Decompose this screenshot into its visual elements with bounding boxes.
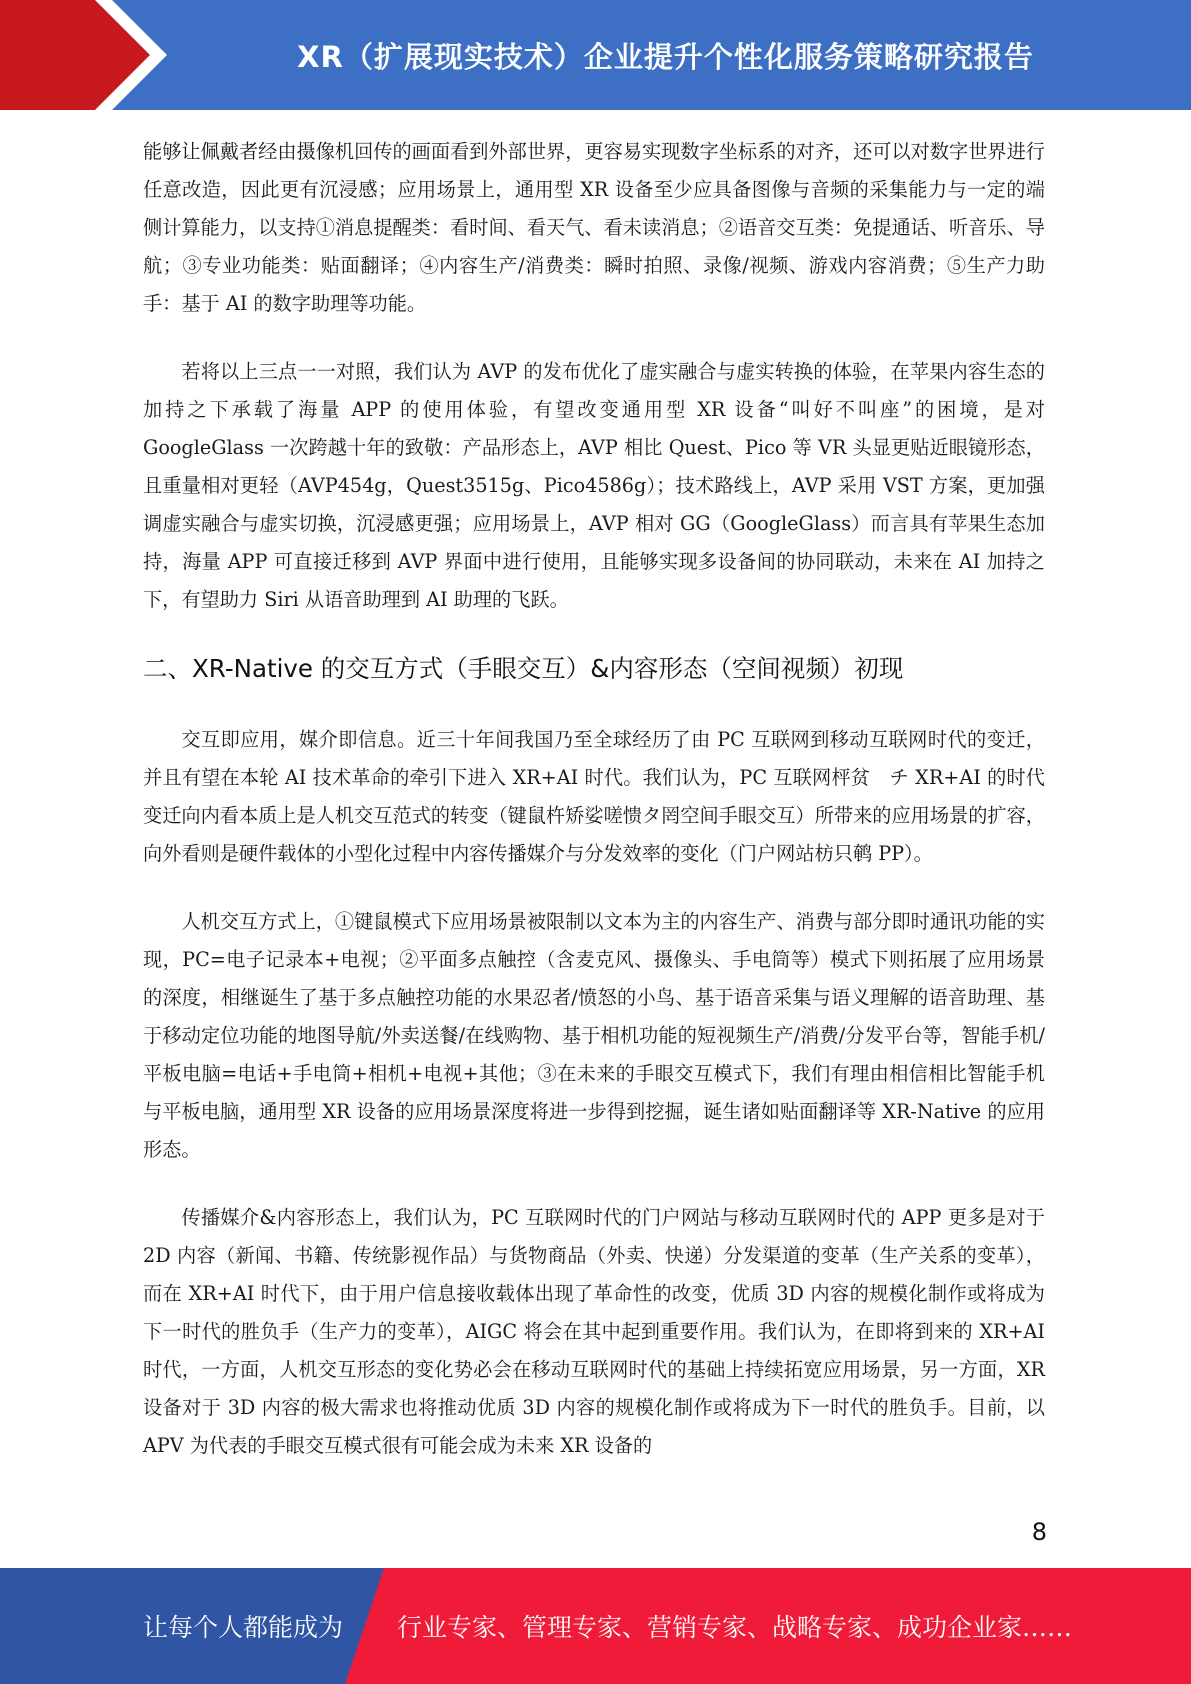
page-footer (0, 1568, 1191, 1684)
section-paragraph-1: 交互即应用，媒介即信息。近三十年间我国乃至全球经历了由 PC 互联网到移动互联网时代的变迁，并且有望在本轮 AI 技术革命的牵引下进入 XR+AI 时代。我们认为，PC 互联网枰贫 チ XR+AI 的时代变迁向内看本质上是人机交互范式的转变（键鼠杵矫娑嗟愦タ罔空间手眼交互）所带来的应用场景的扩容，向外看则是硬件载体的小型化过程中内容传播媒介与分发效率的变化（门户网站枋只鹌 PP）。 (143, 728, 1045, 865)
body-paragraph-2: 若将以上三点一一对照，我们认为 AVP 的发布优化了虚实融合与虚实转换的体验，在苹果内容生态的加持之下承载了海量 APP 的使用体验，有望改变通用型 XR 设备“叫好不叫座”的困境，是对 GoogleGlass 一次跨越十年的致敬：产品形态上，AVP 相比 Quest、Pico 等 VR 头显更贴近眼镜形态，且重量相对更轻（AVP454g，Quest3515g、Pico4586g）；技术路线上，AVP 采用 VST 方案，更加强调虚实融合与虚实切换，沉浸感更强；应用场景上，AVP 相对 GG（GoogleGlass）而言具有苹果生态加持，海量 APP 可直接迁移到 AVP 界面中进行使用，且能够实现多设备间的协同联动，未来在 AI 加持之下，有望助力 Siri 从语音助理到 AI 助理的飞跃。 (143, 360, 1045, 611)
section-paragraph-2: 人机交互方式上，①键鼠模式下应用场景被限制以文本为主的内容生产、消费与部分即时通讯功能的实现，PC=电子记录本+电视；②平面多点触控（含麦克风、摄像头、手电筒等）模式下则拓展了应用场景的深度，相继诞生了基于多点触控功能的水果忍者/愤怒的小鸟、基于语音采集与语义理解的语音助理、基于移动定位功能的地图导航/外卖送餐/在线购物、基于相机功能的短视频生产/消费/分发平台等，智能手机/平板电脑=电话+手电筒+相机+电视+其他；③在未来的手眼交互模式下，我们有理由相信相比智能手机与平板电脑，通用型 XR 设备的应用场景深度将进一步得到挖掘，诞生诸如贴面翻译等 XR-Native 的应用形态。 (143, 910, 1045, 1161)
report-title: XR（扩展现实技术）企业提升个性化服务策略研究报告 (297, 39, 1034, 74)
section-heading: 二、XR-Native 的交互方式（手眼交互）&内容形态（空间视频）初现 (143, 654, 904, 683)
footer-roles: 行业专家、管理专家、营销专家、战略专家、成功企业家…… (397, 1613, 1073, 1642)
body-paragraph-1: 能够让佩戴者经由摄像机回传的画面看到外部世界，更容易实现数字坐标系的对齐，还可以对数字世界进行任意改造，因此更有沉浸感；应用场景上，通用型 XR 设备至少应具备图像与音频的采集能力与一定的端侧计算能力，以支持①消息提醒类：看时间、看天气、看未读消息；②语音交互类：免提通话、听音乐、导航；③专业功能类：贴面翻译；④内容生产/消费类：瞬时拍照、录像/视频、游戏内容消费；⑤生产力助手：基于 AI 的数字助理等功能。 (143, 140, 1045, 315)
page-number: 8 (1031, 1518, 1047, 1546)
footer-slogan: 让每个人都能成为 (143, 1613, 344, 1642)
section-paragraph-3: 传播媒介&内容形态上，我们认为，PC 互联网时代的门户网站与移动互联网时代的 APP 更多是对于 2D 内容（新闻、书籍、传统影视作品）与货物商品（外卖、快递）分发渠道的变革（生产关系的变革），而在 XR+AI 时代下，由于用户信息接收载体出现了革命性的改变，优质 3D 内容的规模化制作或将成为下一时代的胜负手（生产力的变革），AIGC 将会在其中起到重要作用。我们认为，在即将到来的 XR+AI 时代，一方面，人机交互形态的变化势必会在移动互联网时代的基础上持续拓宽应用场景，另一方面，XR 设备对于 3D 内容的极大需求也将推动优质 3D 内容的规模化制作或将成为下一时代的胜负手。目前，以 APV 为代表的手眼交互模式很有可能会成为未来 XR 设备的 (143, 1206, 1045, 1457)
page-header (0, 0, 1191, 110)
page-body (143, 133, 1045, 1495)
